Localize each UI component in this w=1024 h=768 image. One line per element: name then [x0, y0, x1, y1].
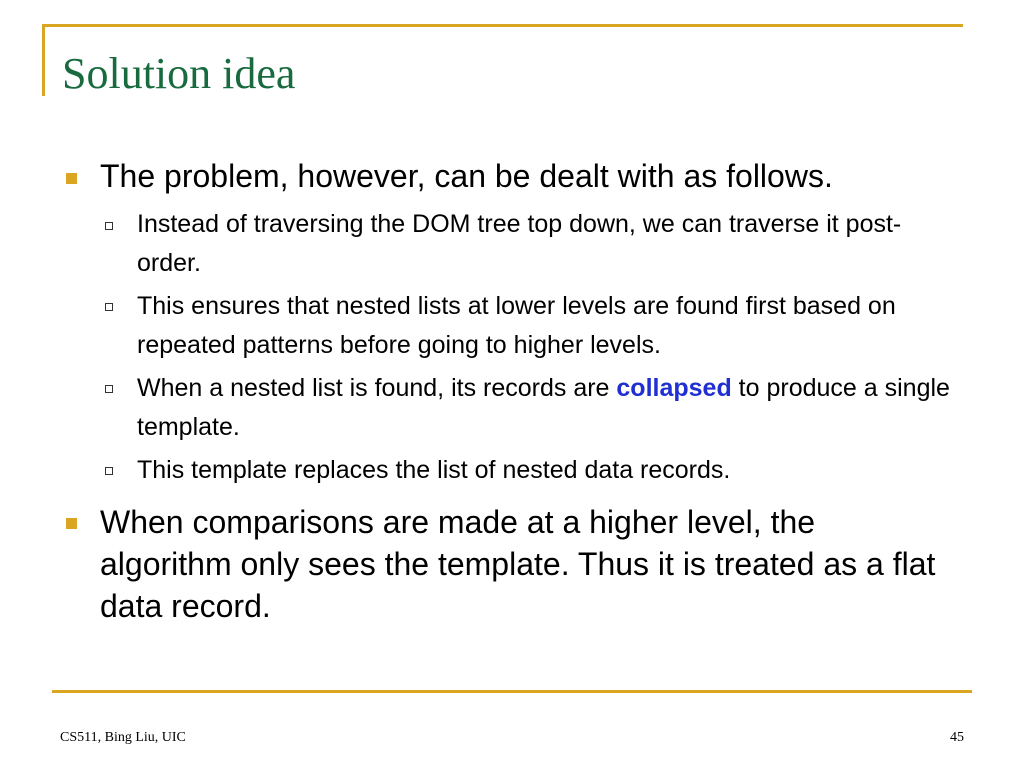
- sub-bullet-text: This ensures that nested lists at lower levels are found first based on repeated patterns before going to higher levels.: [137, 292, 896, 359]
- bullet-text: When comparisons are made at a higher level, the algorithm only sees the template. Thus it is treated as a flat data record.: [100, 504, 936, 624]
- slide-title: Solution idea: [62, 49, 296, 98]
- footer-divider: [52, 690, 972, 693]
- slide-number: 45: [950, 730, 964, 745]
- hollow-square-bullet-icon: [105, 385, 113, 393]
- sub-bullet-text-before: When a nested list is found, its records are: [137, 374, 617, 402]
- sub-bullet-text: [137, 369, 957, 447]
- emphasized-word: collapsed: [616, 374, 732, 402]
- square-bullet-icon: [66, 518, 77, 529]
- hollow-square-bullet-icon: [105, 222, 113, 230]
- hollow-square-bullet-icon: [105, 303, 113, 311]
- square-bullet-icon: [66, 173, 77, 184]
- footer-course-credit: CS511, Bing Liu, UIC: [60, 730, 186, 745]
- hollow-square-bullet-icon: [105, 467, 113, 475]
- sub-bullet-text: This template replaces the list of nested data records.: [137, 456, 731, 484]
- sub-bullet-text: Instead of traversing the DOM tree top down, we can traverse it post-order.: [137, 210, 902, 277]
- sub-bullet-text-after: to produce a single template.: [137, 374, 950, 441]
- bullet-text: The problem, however, can be dealt with as follows.: [100, 158, 833, 194]
